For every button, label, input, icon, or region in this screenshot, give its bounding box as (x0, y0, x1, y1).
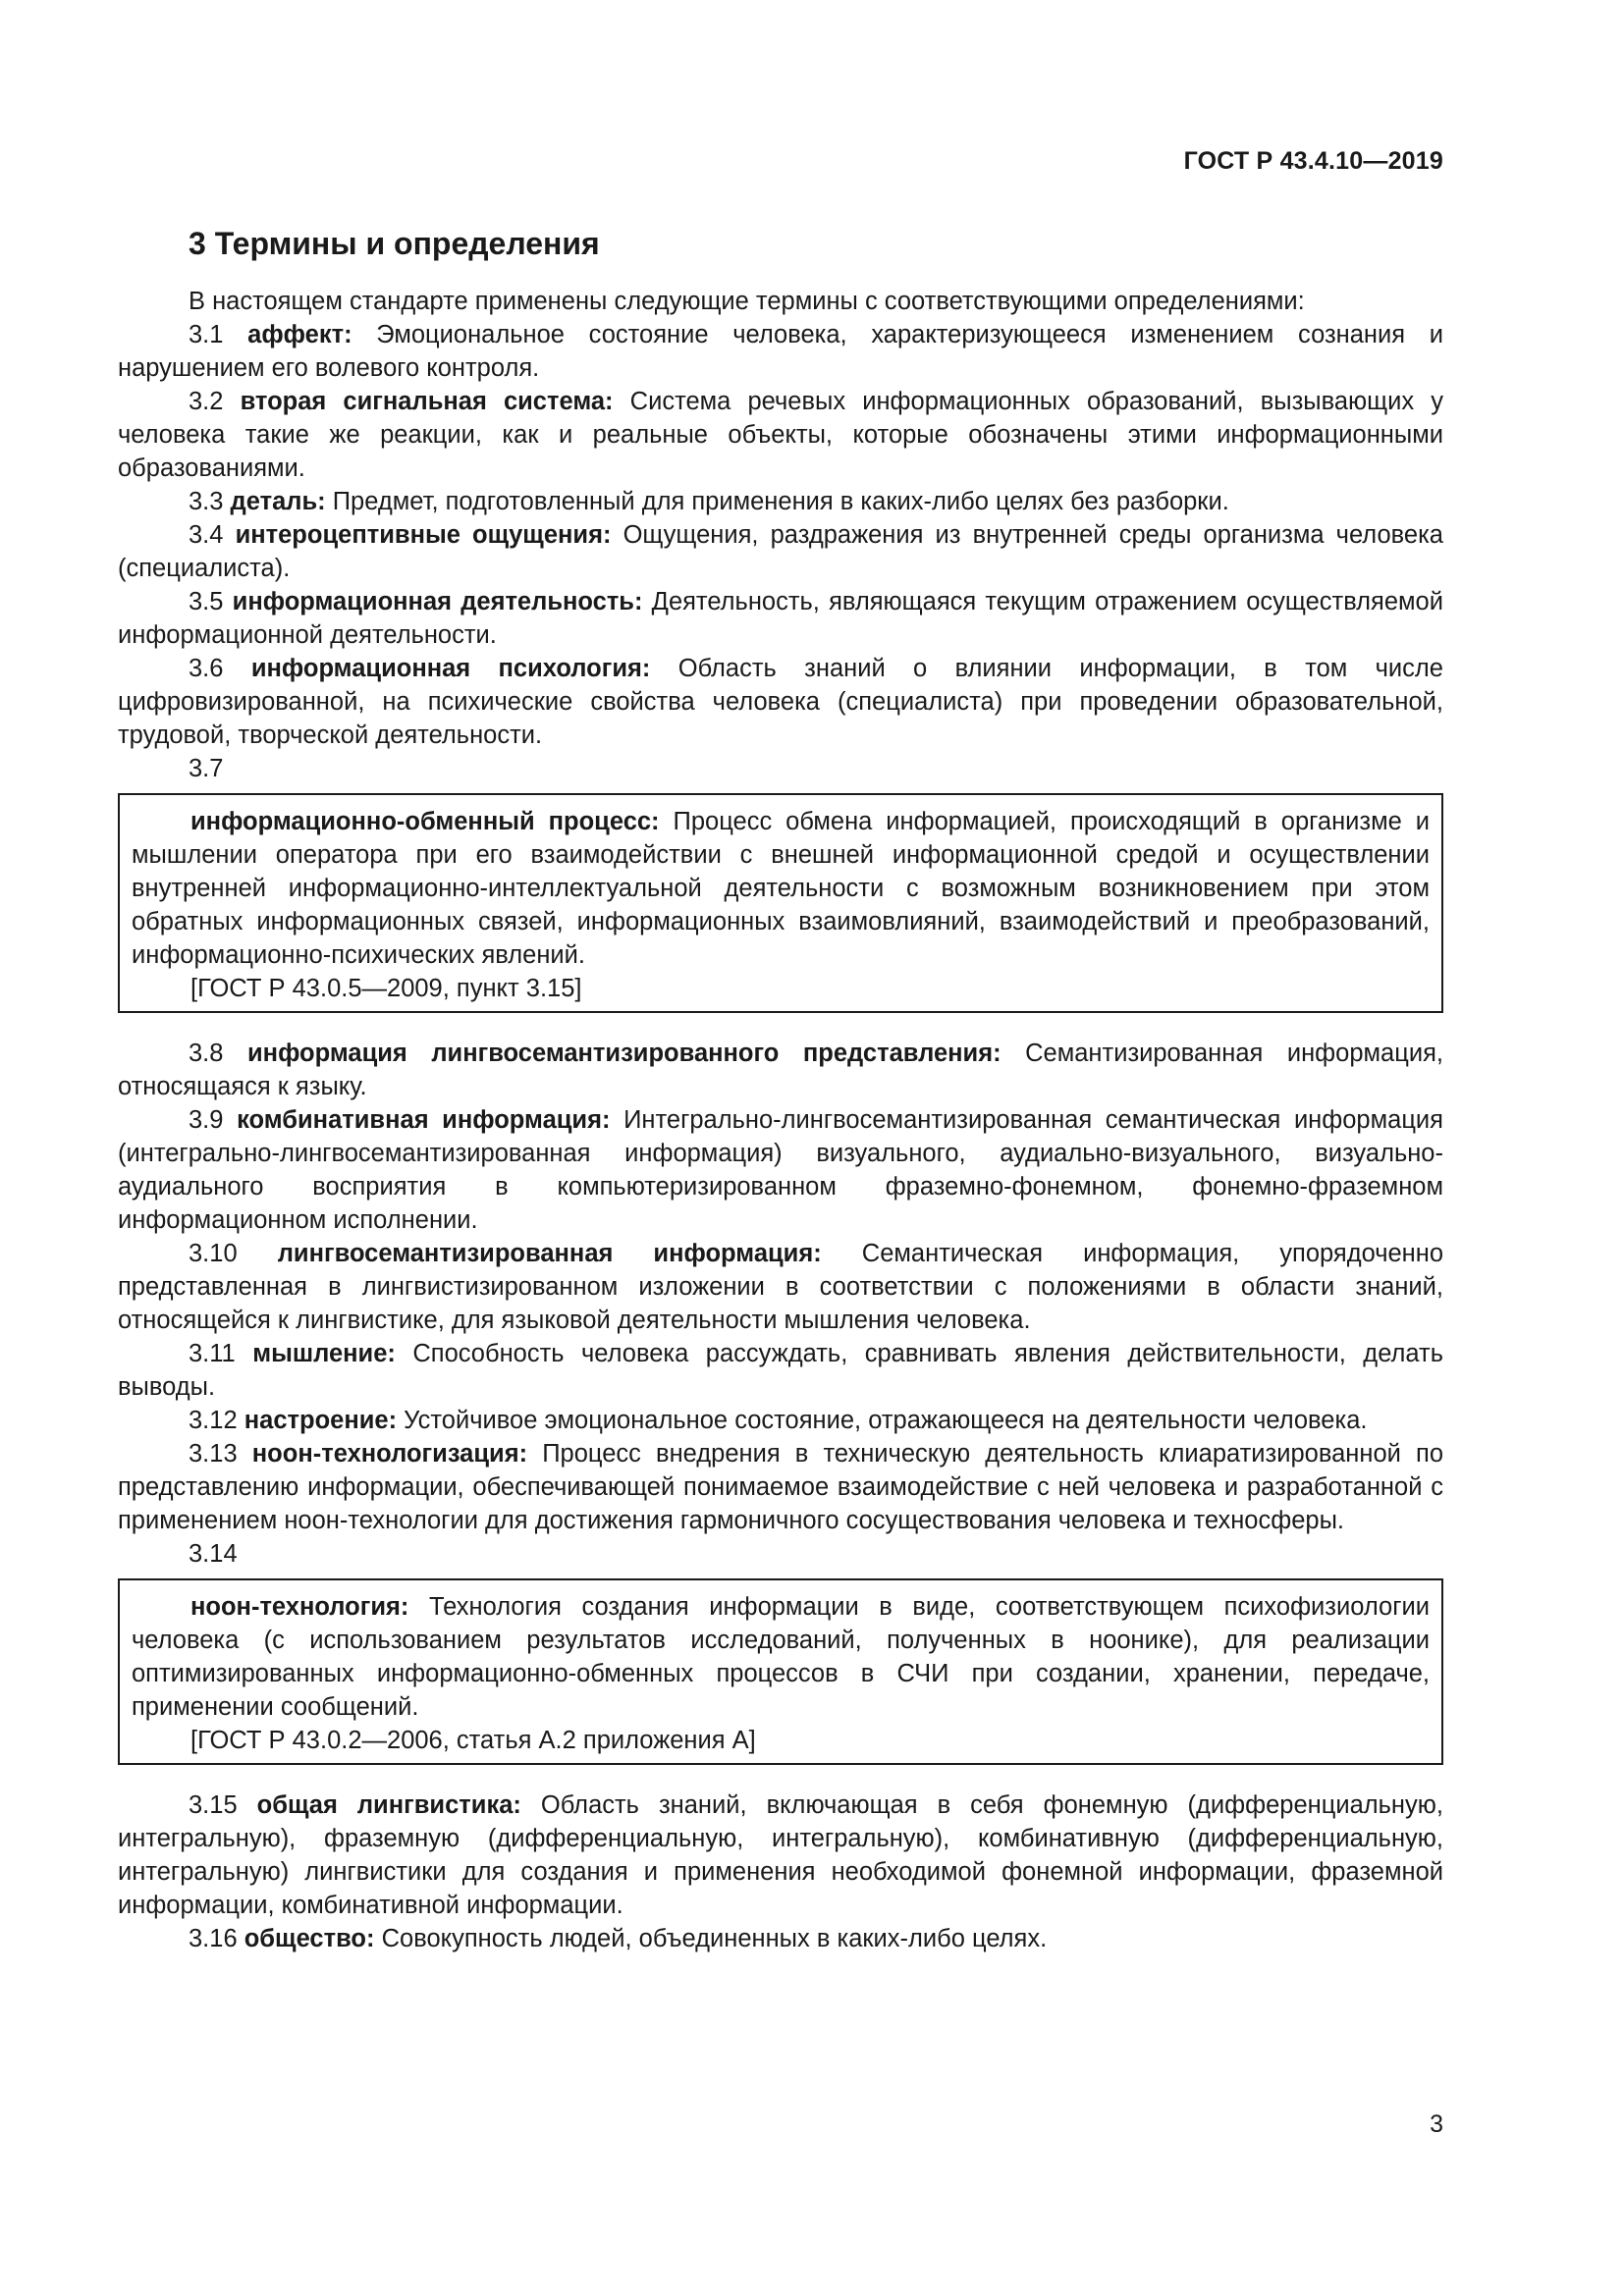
term-entry (118, 385, 1443, 485)
boxed-term-definition (132, 805, 1430, 972)
source-reference: [ГОСТ Р 43.0.2—2006, статья А.2 приложения А] (190, 1727, 756, 1754)
term-number: 3.10 (189, 1240, 238, 1267)
term-number: 3.4 (189, 521, 224, 549)
quoted-term-box (118, 793, 1443, 1013)
term-list-3 (118, 1789, 1443, 1955)
term-number: 3.6 (189, 655, 224, 682)
term-name: настроение: (244, 1407, 398, 1434)
source-reference: [ГОСТ Р 43.0.5—2009, пункт 3.15] (190, 975, 582, 1002)
term-definition: Семантическая информация, упорядоченно представленная в лингвистизированном изложении в соответствии с положениями в области знаний, относящейся к лингвистике, для языковой деятельности мышления человека. (118, 1240, 1444, 1334)
term-number: 3.5 (189, 588, 224, 615)
page-number: 3 (1430, 2110, 1443, 2138)
term-name: информация лингвосемантизированного представления: (246, 1040, 1001, 1067)
term-name: вторая сигнальная система: (240, 388, 614, 415)
term-number: 3.3 (189, 488, 224, 515)
term-name: ноон-технология: (190, 1593, 409, 1621)
term-definition: Процесс внедрения в техническую деятельность клиаратизированной по представлению информации, обеспечивающей понимаемое взаимодействие с ней человека и разработанной с применением ноон-технологии для достижения гармоничного сосуществования человека и техносферы. (118, 1440, 1444, 1534)
term-name: информационная психология: (250, 655, 651, 682)
term-number: 3.11 (189, 1340, 236, 1367)
term-number: 3.2 (189, 388, 224, 415)
term-name: общая лингвистика: (256, 1791, 521, 1819)
term-number: 3.12 (189, 1407, 238, 1434)
term-number: 3.15 (189, 1791, 238, 1819)
term-definition: Ощущения, раздражения из внутренней среды организма человека (специалиста). (118, 521, 1443, 582)
term-number: 3.13 (189, 1440, 238, 1468)
term-definition: Устойчивое эмоциональное состояние, отражающееся на деятельности человека. (404, 1407, 1368, 1434)
term-name: комбинативная информация: (237, 1106, 611, 1134)
term-name: деталь: (230, 488, 326, 515)
section-title: 3 Термины и определения (189, 226, 600, 261)
term-entry (118, 652, 1443, 752)
term-entry (118, 1037, 1443, 1103)
term-name: информационно-обменный процесс: (190, 808, 660, 835)
term-definition: Предмет, подготовленный для применения в каких-либо целях без разборки. (332, 488, 1229, 515)
term-entry (118, 318, 1443, 385)
term-list-2 (118, 1037, 1443, 1537)
boxed-term-number: 3.7 (189, 755, 224, 782)
document-body (118, 224, 1443, 1955)
document-code: ГОСТ Р 43.4.10—2019 (1183, 147, 1443, 175)
term-name: мышление: (252, 1340, 396, 1367)
quoted-term-box (118, 1578, 1443, 1765)
term-number: 3.9 (189, 1106, 224, 1134)
boxed-term-definition (132, 1590, 1430, 1724)
term-definition: Технология создания информации в виде, соответствующем психофизиологии человека (с использованием результатов исследований, полученных в ноонике), для реализации оптимизированных информационно-обменных процессов в СЧИ при создании, хранении, передаче, применении сообщений. (132, 1593, 1430, 1721)
term-name: лингвосемантизированная информация: (277, 1240, 822, 1267)
term-entry (118, 1103, 1443, 1237)
term-name: аффект: (247, 321, 352, 348)
term-definition: Семантизированная информация, относящаяся к языку. (118, 1040, 1443, 1100)
term-name: ноон-технологизация: (251, 1440, 528, 1468)
term-definition: Область знаний, включающая в себя фонемную (дифференциальную, интегральную), фраземную (дифференциальную, интегральную), комбинативную (дифференциальную, интегральную) лингвистики для создания и применения необходимой фонемной информации, фраземной информации, комбинативной информации. (118, 1791, 1443, 1919)
term-entry (118, 485, 1443, 518)
term-number: 3.1 (189, 321, 224, 348)
term-list-1 (118, 318, 1443, 752)
term-entry (118, 1437, 1443, 1537)
term-definition: Система речевых информационных образований, вызывающих у человека такие же реакции, как и реальные объекты, которые обозначены этими информационными образованиями. (118, 388, 1444, 482)
term-definition: Эмоциональное состояние человека, характеризующееся изменением сознания и нарушением его волевого контроля. (118, 321, 1444, 382)
term-entry (118, 518, 1443, 585)
term-name: интероцептивные ощущения: (235, 521, 612, 549)
term-entry (118, 585, 1443, 652)
term-definition: Способность человека рассуждать, сравнивать явления действительности, делать выводы. (118, 1340, 1443, 1401)
term-entry (118, 1404, 1443, 1437)
intro-paragraph: В настоящем стандарте применены следующие термины с соответствующими определениями: (189, 288, 1305, 315)
term-definition: Совокупность людей, объединенных в каких-либо целях. (381, 1925, 1048, 1952)
term-definition: Область знаний о влиянии информации, в том числе цифровизированной, на психические свойства человека (специалиста) при проведении образовательной, трудовой, творческой деятельности. (118, 655, 1443, 749)
term-name: информационная деятельность: (232, 588, 643, 615)
term-entry (118, 1337, 1443, 1404)
term-number: 3.16 (189, 1925, 238, 1952)
term-entry (118, 1922, 1443, 1955)
term-entry (118, 1237, 1443, 1337)
term-definition: Интегрально-лингвосемантизированная семантическая информация (интегрально-лингвосемантизированная информация) визуального, аудиально-визуального, визуально-аудиального восприятия в компьютеризированном фраземно-фонемном, фонемно-фраземном информационном исполнении. (118, 1106, 1443, 1234)
term-name: общество: (244, 1925, 375, 1952)
term-entry (118, 1789, 1443, 1922)
term-definition: Деятельность, являющаяся текущим отражением осуществляемой информационной деятельности. (118, 588, 1443, 649)
term-number: 3.8 (189, 1040, 224, 1067)
boxed-term-number: 3.14 (189, 1540, 238, 1568)
term-definition: Процесс обмена информацией, происходящий в организме и мышлении оператора при его взаимодействии с внешней информационной средой и осуществлении внутренней информационно-интеллектуальной деятельности с возможным возникновением при этом обратных информационных связей, информационных взаимовлияний, взаимодействий и преобразований, информационно-психических явлений. (132, 808, 1430, 969)
